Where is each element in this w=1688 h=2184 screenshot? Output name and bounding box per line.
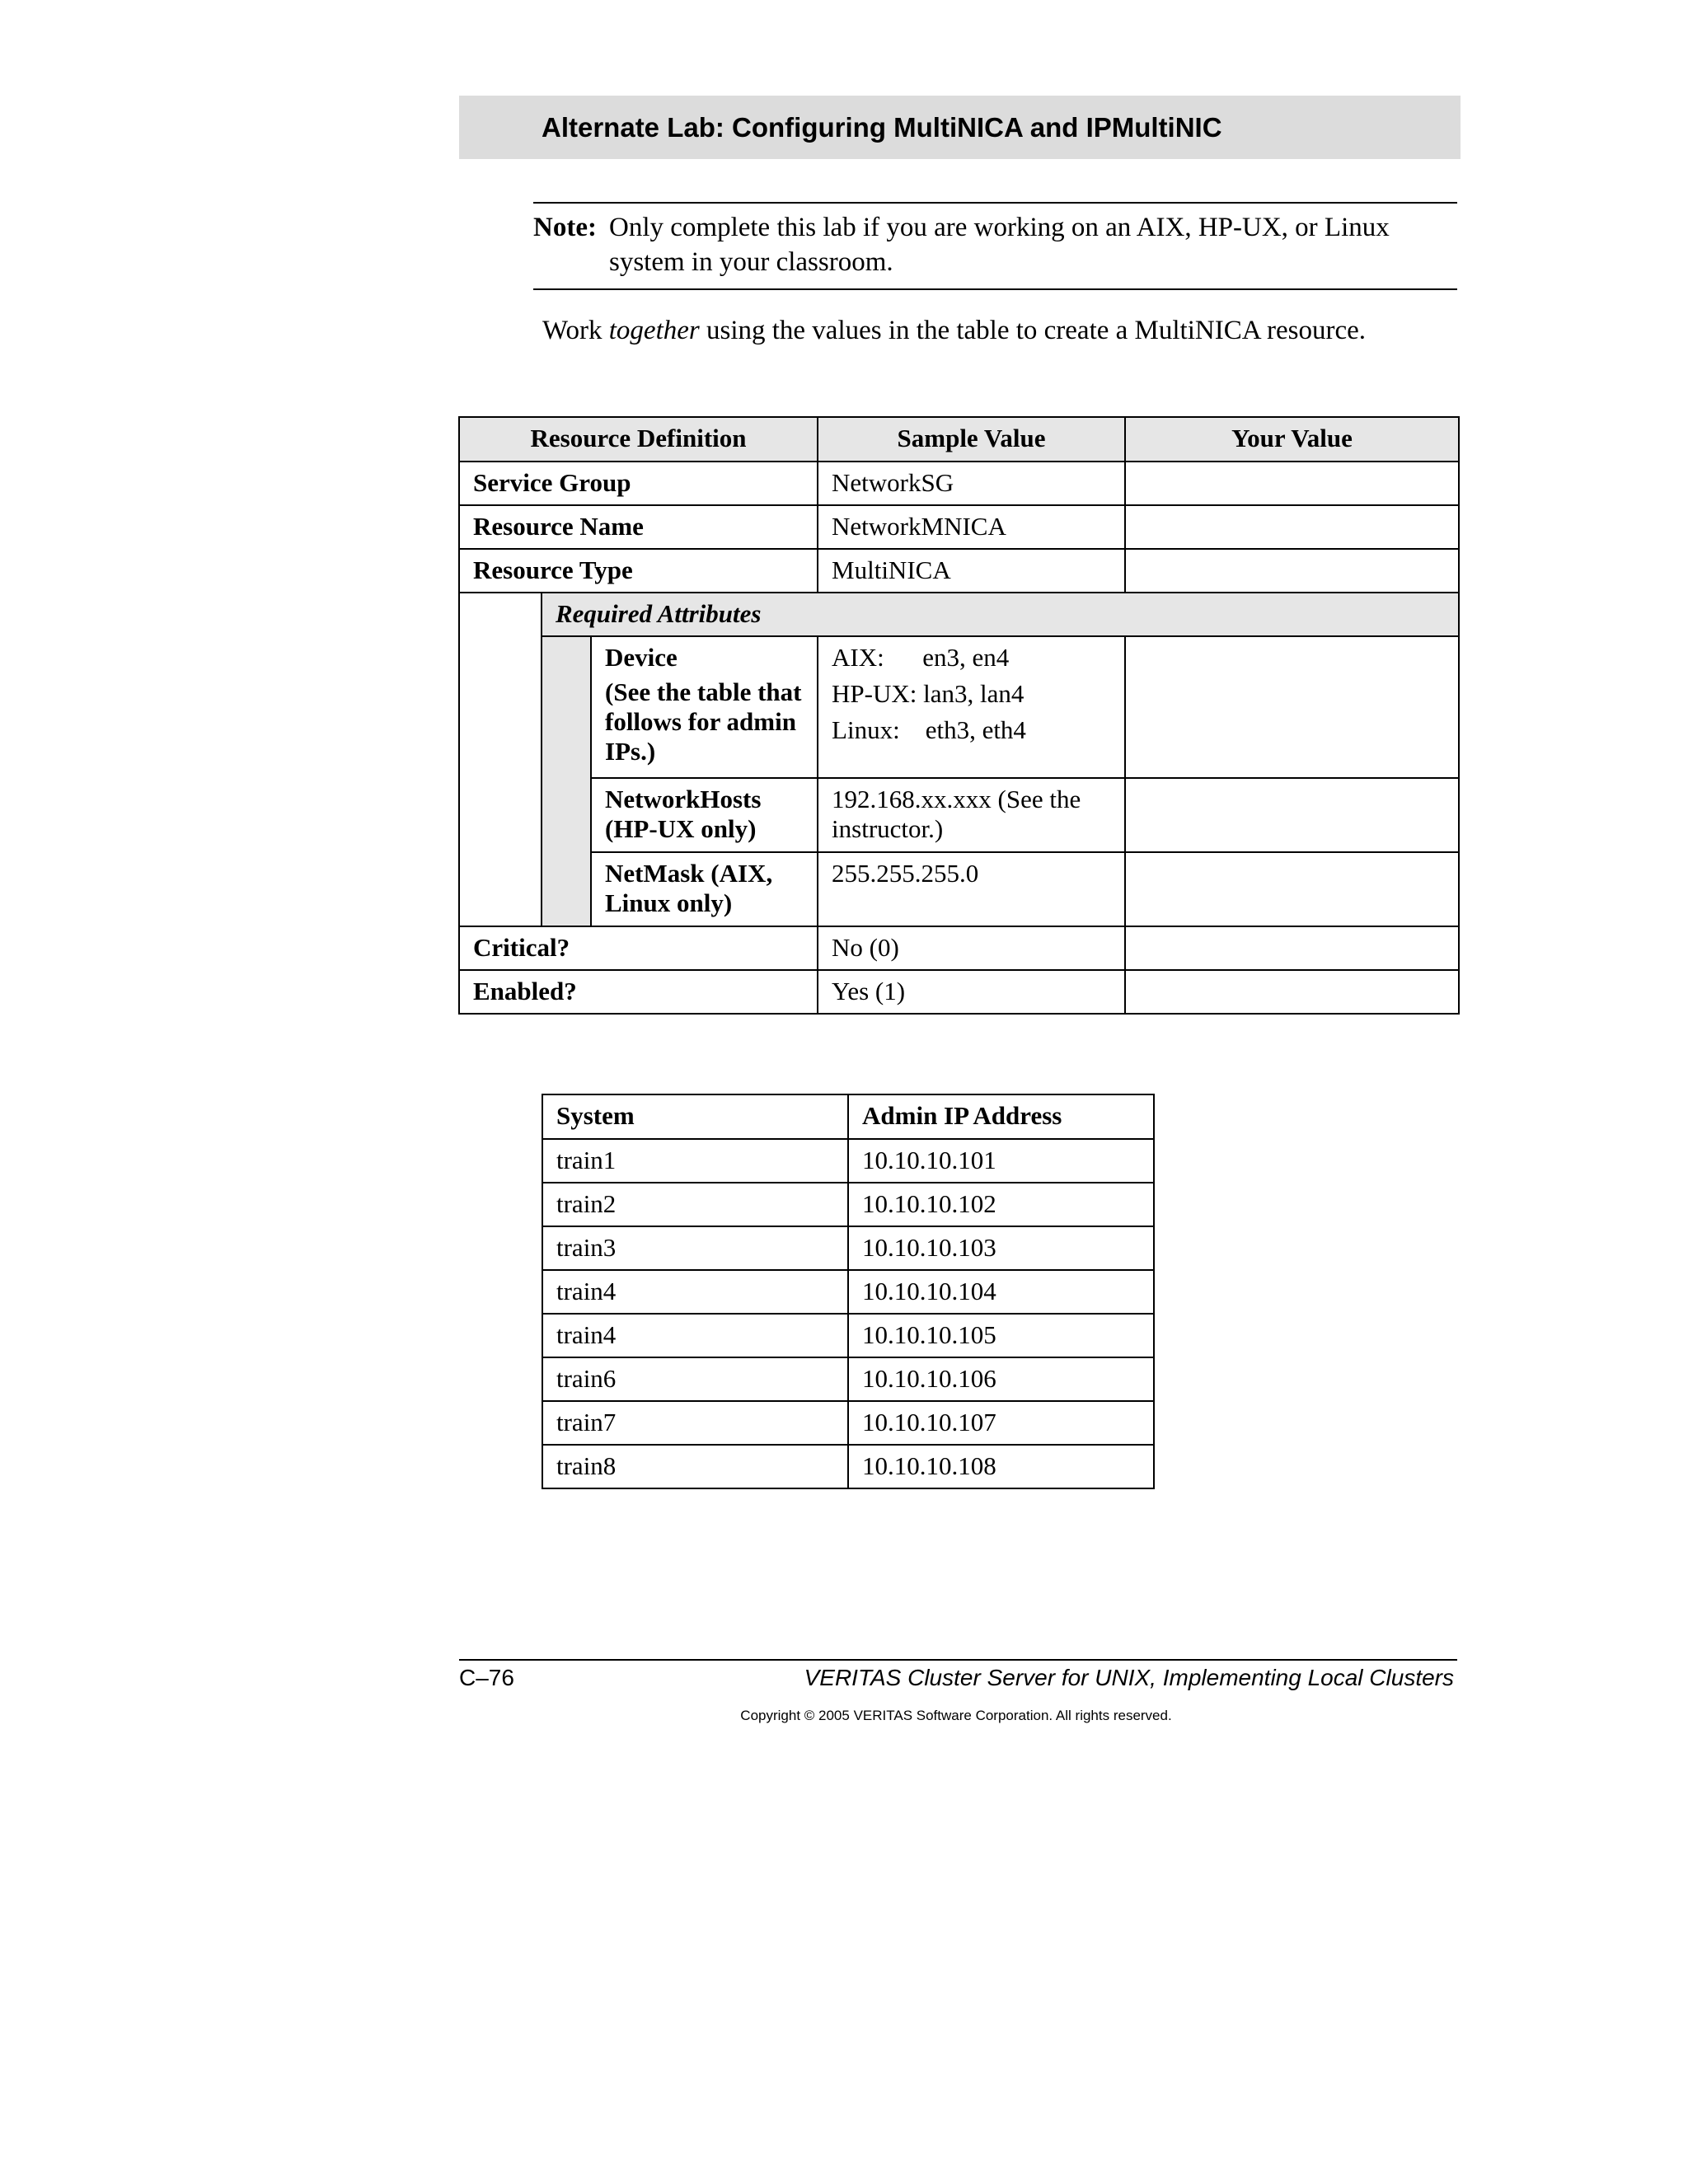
- attribute-row-netmask: [459, 852, 1459, 926]
- system-cell: train1: [542, 1139, 848, 1183]
- attribute-netmask-name: NetMask (AIX, Linux only): [591, 852, 818, 926]
- header-system: System: [542, 1094, 848, 1139]
- attribute-networkhosts-value: 192.168.xx.xxx (See the instructor.): [818, 778, 1125, 852]
- ip-cell: 10.10.10.102: [848, 1183, 1154, 1226]
- footer-rule: [459, 1659, 1457, 1661]
- system-cell: train2: [542, 1183, 848, 1226]
- admin-ip-table-header: [542, 1094, 1154, 1139]
- attribute-device-note: (See the table that follows for admin IPs.): [605, 677, 802, 766]
- row-your-value: [1125, 970, 1459, 1014]
- book-title: VERITAS Cluster Server for UNIX, Implementing Local Clusters: [804, 1665, 1454, 1690]
- row-your-value: [1125, 505, 1459, 549]
- device-hpux: HP-UX: lan3, lan4: [832, 679, 1025, 708]
- table-row: [542, 1357, 1154, 1401]
- required-attributes-label: Required Attributes: [542, 593, 1459, 636]
- attribute-networkhosts-name: NetworkHosts (HP-UX only): [591, 778, 818, 852]
- row-label: Service Group: [459, 462, 818, 505]
- row-label: Resource Type: [459, 549, 818, 593]
- header-admin-ip: Admin IP Address: [848, 1094, 1154, 1139]
- header-resource-definition: Resource Definition: [459, 417, 818, 462]
- ip-cell: 10.10.10.101: [848, 1139, 1154, 1183]
- system-cell: train7: [542, 1401, 848, 1445]
- note-label: Note:: [533, 213, 597, 242]
- system-cell: train6: [542, 1357, 848, 1401]
- page-number: C–76: [459, 1665, 514, 1690]
- system-cell: train4: [542, 1270, 848, 1314]
- header-your-value: Your Value: [1125, 417, 1459, 462]
- table-row: [459, 549, 1459, 593]
- system-cell: train8: [542, 1445, 848, 1488]
- resource-table-header: [459, 417, 1459, 462]
- copyright-notice: Copyright © 2005 VERITAS Software Corporation. All rights reserved.: [740, 1708, 1172, 1723]
- table-row: [542, 1401, 1154, 1445]
- attribute-device-name: Device: [605, 643, 678, 672]
- row-label: Critical?: [459, 926, 818, 970]
- row-label: Enabled?: [459, 970, 818, 1014]
- row-sample-value: NetworkSG: [818, 462, 1125, 505]
- row-your-value: [1125, 852, 1459, 926]
- ip-cell: 10.10.10.106: [848, 1357, 1154, 1401]
- ip-cell: 10.10.10.105: [848, 1314, 1154, 1357]
- table-row: [542, 1270, 1154, 1314]
- note-box: [533, 202, 1457, 290]
- row-label: Resource Name: [459, 505, 818, 549]
- table-row: [542, 1139, 1154, 1183]
- row-sample-value: MultiNICA: [818, 549, 1125, 593]
- attribute-device-values: [818, 636, 1125, 778]
- intro-after: using the values in the table to create a MultiNICA resource.: [699, 316, 1366, 345]
- row-your-value: [1125, 778, 1459, 852]
- row-sample-value: NetworkMNICA: [818, 505, 1125, 549]
- page-title: Alternate Lab: Configuring MultiNICA and IPMultiNIC: [542, 112, 1222, 143]
- system-cell: train3: [542, 1226, 848, 1270]
- resource-table: [458, 416, 1460, 1015]
- required-attributes-row: [459, 593, 1459, 636]
- note-text: Only complete this lab if you are working on an AIX, HP-UX, or Linux system in your classroom.: [609, 213, 1390, 277]
- ip-cell: 10.10.10.108: [848, 1445, 1154, 1488]
- header-bar: [459, 96, 1461, 159]
- header-sample-value: Sample Value: [818, 417, 1125, 462]
- row-sample-value: No (0): [818, 926, 1125, 970]
- table-row: [542, 1445, 1154, 1488]
- attribute-device-cell: [591, 636, 818, 778]
- table-row: [459, 970, 1459, 1014]
- table-row: [542, 1183, 1154, 1226]
- indent-cell: [459, 593, 542, 926]
- ip-cell: 10.10.10.104: [848, 1270, 1154, 1314]
- device-aix: AIX: en3, en4: [832, 643, 1010, 672]
- system-cell: train4: [542, 1314, 848, 1357]
- row-your-value: [1125, 636, 1459, 778]
- row-your-value: [1125, 549, 1459, 593]
- table-row: [459, 926, 1459, 970]
- ip-cell: 10.10.10.107: [848, 1401, 1154, 1445]
- intro-before: Work: [542, 316, 609, 345]
- device-linux: Linux: eth3, eth4: [832, 715, 1026, 744]
- intro-emphasis: together: [608, 316, 700, 345]
- table-row: [542, 1226, 1154, 1270]
- table-row: [459, 505, 1459, 549]
- row-your-value: [1125, 926, 1459, 970]
- admin-ip-table: [542, 1094, 1155, 1489]
- table-row: [542, 1314, 1154, 1357]
- ip-cell: 10.10.10.103: [848, 1226, 1154, 1270]
- attribute-row-networkhosts: [459, 778, 1459, 852]
- attribute-indent-shade: [542, 636, 591, 926]
- row-sample-value: Yes (1): [818, 970, 1125, 1014]
- row-your-value: [1125, 462, 1459, 505]
- intro-paragraph: [542, 313, 1366, 348]
- table-row: [459, 462, 1459, 505]
- attribute-netmask-value: 255.255.255.0: [818, 852, 1125, 926]
- attribute-row-device: [459, 636, 1459, 778]
